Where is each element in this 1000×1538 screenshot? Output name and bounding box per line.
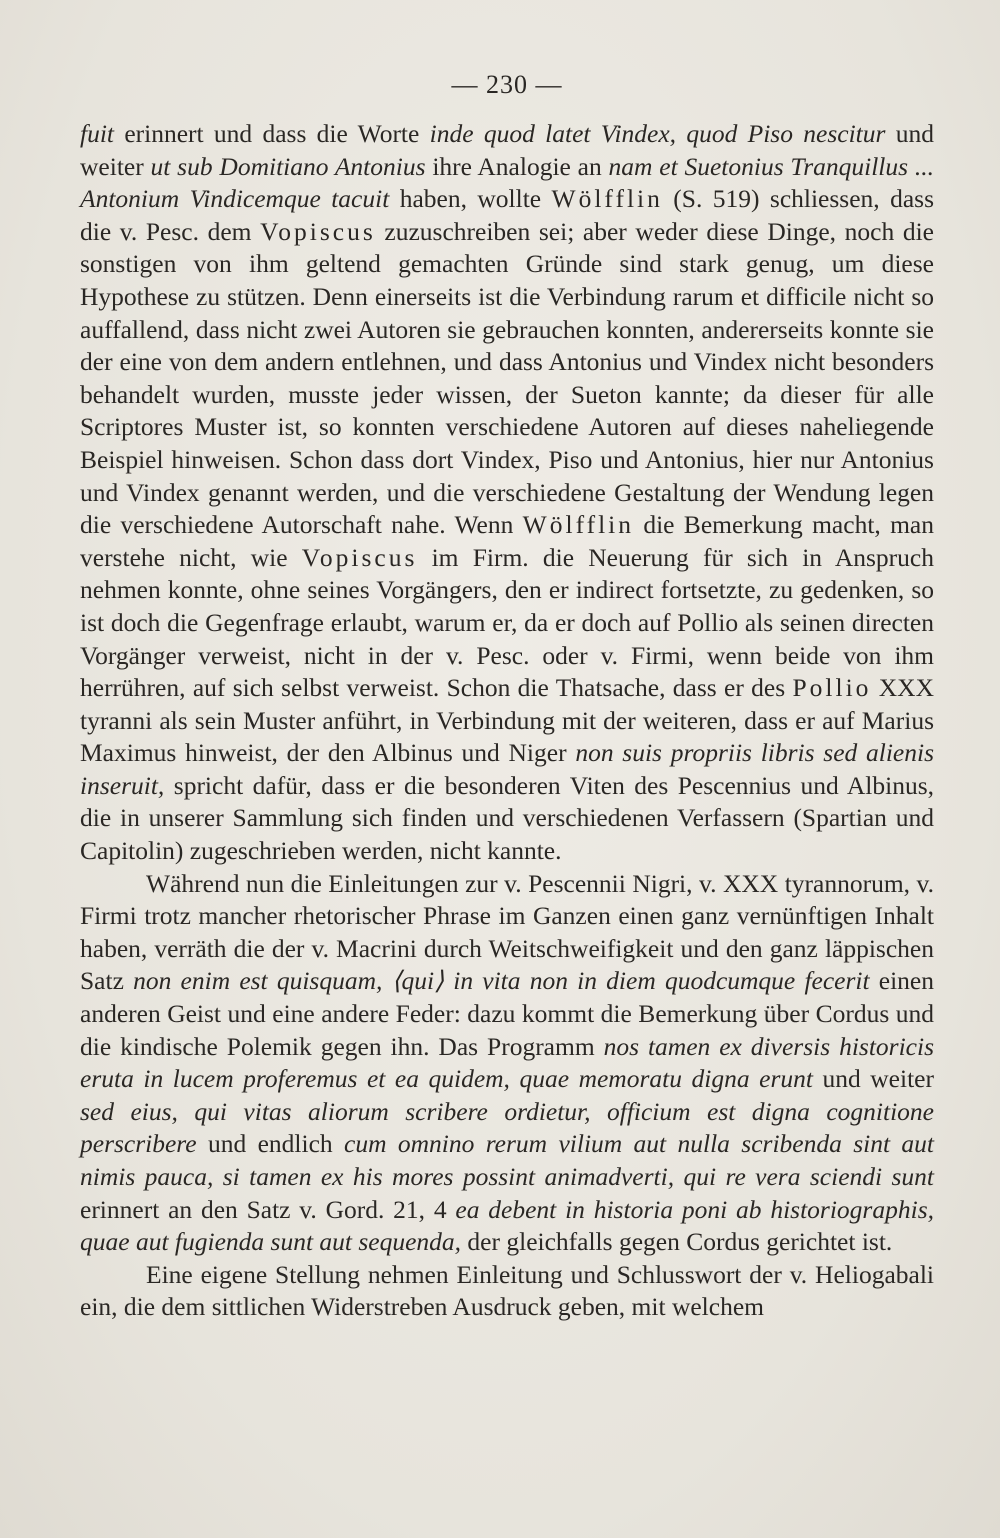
- text-run: spricht dafür, dass er die besonderen Viten des Pescennius und Albinus, die in unserer Sammlung sich finden und verschiedenen Verfassern (Spartian und Capitolin) zugeschrieben werden, nicht kannte.: [80, 770, 934, 866]
- text-run: XXX tyranni als sein Muster anführt, in Verbindung mit der weiteren, dass er auf Marius Maximus hinweist, der den Albinus und Niger: [80, 673, 934, 768]
- text-run: (S. 519) schliessen, dass die v. Pesc. dem: [80, 184, 934, 246]
- latin-quote: non enim est quisquam, ⟨qui⟩ in vita non in diem quodcumque fecerit: [133, 966, 870, 996]
- text-run: ihre Analogie an: [425, 151, 609, 181]
- text-run: die Bemerkung macht, man verstehe nicht, wie: [80, 510, 934, 572]
- paragraph: [80, 868, 934, 1259]
- spaced-name: Wölfflin: [551, 184, 663, 214]
- text-run: und endlich: [196, 1129, 344, 1159]
- latin-quote: ea debent in historia poni ab historiographis, quae aut fugienda sunt aut sequenda,: [80, 1194, 934, 1257]
- page-number: — 230 —: [451, 70, 563, 99]
- body-text: [80, 118, 934, 1324]
- latin-quote: ut sub Domitiano Antonius: [150, 151, 426, 181]
- latin-quote: nam et Suetonius Tranquillus ... Antonium Vindicemque tacuit: [80, 151, 934, 214]
- text-run: Eine eigene Stellung nehmen Einleitung und Schlusswort der v. Heliogabali ein, die dem sittlichen Widerstreben Ausdruck geben, mit welchem: [80, 1259, 934, 1322]
- text-run: zuzuschreiben sei; aber weder diese Dinge, noch die sonstigen von ihm geltend gemachten Gründe sind stark genug, um diese Hypothese zu stützen. Denn einerseits ist die Verbindung rarum et difficile nicht so auffallend, dass nicht zwei Autoren sie gebrauchen konnten, andererseits konnte sie der eine von dem andern entlehnen, und dass Antonius und Vindex nicht besonders behandelt wurden, musste jeder wissen, der Sueton kannte; da dieser für alle Scriptores Muster ist, so konnten verschiedene Autoren auf dieses naheliegende Beispiel hinweisen. Schon dass dort Vindex, Piso und Antonius, hier nur Antonius und Vindex genannt werden, und die verschiedene Gestaltung der Wendung legen die verschiedene Autorschaft nahe. Wenn: [80, 216, 934, 540]
- text-run: der gleichfalls gegen Cordus gerichtet ist.: [461, 1227, 893, 1257]
- latin-quote: sed eius, qui vitas aliorum scribere ordietur, officium est digna cognitione perscribere: [80, 1096, 934, 1159]
- spaced-name: Vopiscus: [301, 542, 418, 572]
- latin-quote: nos tamen ex diversis historicis eruta in lucem proferemus et ea quidem, quae memoratu digna erunt: [80, 1031, 934, 1094]
- text-run: einen anderen Geist und eine andere Feder: dazu kommt die Bemerkung über Cordus und die kindische Polemik gegen ihn. Das Programm: [80, 966, 934, 1061]
- text-run: im Firm. die Neuerung für sich in Anspruch nehmen konnte, ohne seines Vorgängers, den er indirect fortsetzte, zu gedenken, so ist doch die Gegenfrage erlaubt, warum er, da er doch auf Pollio als seinen directen Vorgänger verweist, nicht in der v. Pesc. oder v. Firmi, wenn beide von ihm herrühren, auf sich selbst verweist. Schon die Thatsache, dass er des: [80, 542, 934, 703]
- text-run: und weiter: [812, 1064, 934, 1094]
- latin-quote: cum omnino rerum vilium aut nulla scribenda sint aut nimis pauca, si tamen ex his mores possint animadverti, qui re vera sciendi sunt: [80, 1129, 934, 1191]
- spaced-name: Wölfflin: [522, 510, 635, 540]
- text-run: erinnert und dass die Worte: [114, 119, 430, 148]
- latin-quote: non suis propriis libris sed alienis inseruit,: [80, 738, 934, 800]
- paragraph: [80, 1259, 934, 1324]
- paragraph: [80, 118, 934, 868]
- text-run: haben, wollte: [389, 184, 552, 214]
- latin-quote: inde quod latet Vindex, quod Piso nescitur: [429, 119, 886, 148]
- spaced-name: Pollio: [792, 673, 872, 703]
- text-run: erinnert an den Satz v. Gord. 21, 4: [80, 1194, 456, 1224]
- spaced-name: Vopiscus: [260, 216, 376, 246]
- text-run: und weiter: [80, 119, 934, 181]
- latin-quote: fuit: [80, 119, 115, 148]
- text-run: Während nun die Einleitungen zur v. Pescennii Nigri, v. XXX tyrannorum, v. Firmi trotz mancher rhetorischer Phrase im Ganzen einen ganz vernünftigen Inhalt haben, verräth die der v. Macrini durch Weitschweifigkeit und den ganz läppischen Satz: [80, 868, 934, 996]
